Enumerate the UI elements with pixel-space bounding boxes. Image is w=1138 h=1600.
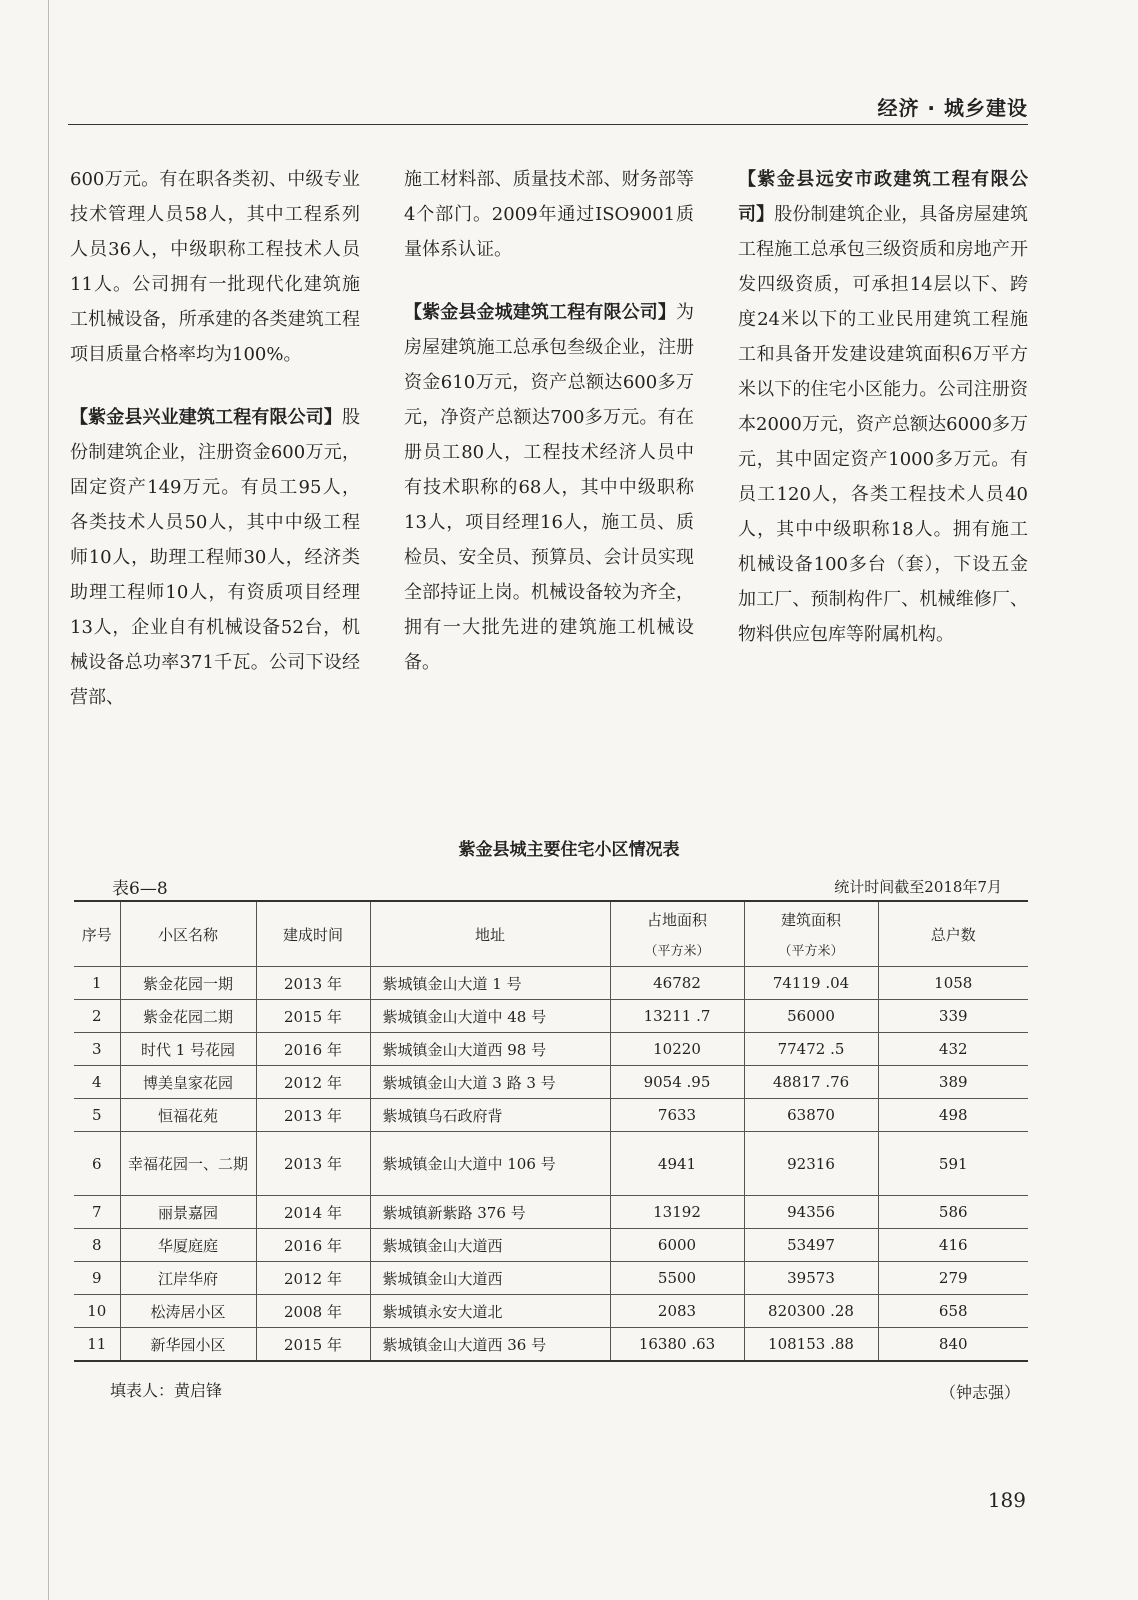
cell-address: 紫城镇乌石政府背 [370,1099,610,1132]
cell-year: 2013 年 [256,1132,370,1196]
header-households: 总户数 [878,901,1028,967]
company-heading: 【紫金县金城建筑工程有限公司】 [404,302,676,323]
paragraph [738,162,1028,652]
header-rule [68,124,1028,125]
cell-year: 2012 年 [256,1262,370,1295]
cell-build-area: 56000 [744,1000,878,1033]
cell-land-area: 13211 .7 [610,1000,744,1033]
company-heading: 【紫金县兴业建筑工程有限公司】 [70,407,342,428]
cell-address: 紫城镇金山大道西 36 号 [370,1328,610,1362]
cell-year: 2008 年 [256,1295,370,1328]
cell-no: 11 [74,1328,120,1362]
cell-build-area: 53497 [744,1229,878,1262]
cell-address: 紫城镇金山大道西 [370,1262,610,1295]
cell-households: 658 [878,1295,1028,1328]
table-header-row [74,901,1028,967]
table-row [74,1132,1028,1196]
paragraph: 施工材料部、质量技术部、财务部等4个部门。2009年通过ISO9001质量体系认证。 [404,169,694,260]
binding-gutter-line [48,0,49,1600]
table-filler: 填表人：黄启锋 [110,1381,223,1400]
cell-land-area: 9054 .95 [610,1066,744,1099]
table-row [74,1229,1028,1262]
cell-households: 1058 [878,967,1028,1000]
cell-name: 恒福花苑 [120,1099,256,1132]
cell-name: 时代 1 号花园 [120,1033,256,1066]
table-row [74,967,1028,1000]
cell-build-area: 77472 .5 [744,1033,878,1066]
header-no: 序号 [74,901,120,967]
cell-address: 紫城镇永安大道北 [370,1295,610,1328]
cell-year: 2015 年 [256,1000,370,1033]
cell-no: 4 [74,1066,120,1099]
text-column-3 [738,162,1028,680]
cell-no: 5 [74,1099,120,1132]
cell-no: 8 [74,1229,120,1262]
paragraph [404,295,694,680]
cell-name: 新华园小区 [120,1328,256,1362]
text-column-1 [70,162,360,743]
residential-table [74,900,1028,1362]
cell-address: 紫城镇金山大道西 98 号 [370,1033,610,1066]
cell-address: 紫城镇新紫路 376 号 [370,1196,610,1229]
cell-households: 389 [878,1066,1028,1099]
cell-households: 279 [878,1262,1028,1295]
cell-name: 紫金花园一期 [120,967,256,1000]
paragraph-body: 股份制建筑企业，具备房屋建筑工程施工总承包三级资质和房地产开发四级资质，可承担14层以下、跨度24米以下的工业民用建筑工程施工和具备开发建设建筑面积6万平方米以下的住宅小区能力。公司注册资本2000万元，资产总额达6000多万元，其中固定资产1000多万元。有员工120人，各类工程技术人员40人，其中中级职称18人。拥有施工机械设备100多台（套），下设五金加工厂、预制构件厂、机械维修厂、物料供应包库等附属机构。 [738,204,1029,645]
header-build-area: 建筑面积 （平方米） [744,901,878,967]
cell-address: 紫城镇金山大道中 106 号 [370,1132,610,1196]
cell-address: 紫城镇金山大道 3 路 3 号 [370,1066,610,1099]
cell-land-area: 46782 [610,967,744,1000]
table-row [74,1066,1028,1099]
cell-year: 2014 年 [256,1196,370,1229]
cell-land-area: 13192 [610,1196,744,1229]
header-year: 建成时间 [256,901,370,967]
cell-land-area: 16380 .63 [610,1328,744,1362]
company-heading: 【紫金县远安市政建筑工程有限公司】 [738,169,1028,225]
table-date-note: 统计时间截至2018年7月 [834,878,1002,896]
cell-year: 2015 年 [256,1328,370,1362]
text-column-2 [404,162,694,708]
cell-name: 江岸华府 [120,1262,256,1295]
page-number: 189 [987,1488,1026,1512]
cell-build-area: 92316 [744,1132,878,1196]
cell-build-area: 63870 [744,1099,878,1132]
cell-households: 498 [878,1099,1028,1132]
cell-land-area: 7633 [610,1099,744,1132]
paragraph [70,400,360,715]
cell-build-area: 108153 .88 [744,1328,878,1362]
table-row [74,1262,1028,1295]
cell-year: 2013 年 [256,1099,370,1132]
cell-build-area: 820300 .28 [744,1295,878,1328]
cell-build-area: 74119 .04 [744,967,878,1000]
cell-land-area: 5500 [610,1262,744,1295]
cell-name: 松涛居小区 [120,1295,256,1328]
cell-land-area: 6000 [610,1229,744,1262]
paragraph-body: 股份制建筑企业，注册资金600万元，固定资产149万元。有员工95人，各类技术人员50人，其中中级工程师10人，助理工程师30人，经济类助理工程师10人，有资质项目经理13人，企业自有机械设备52台，机械设备总功率371千瓦。公司下设经营部、 [70,407,360,708]
table-row [74,1000,1028,1033]
cell-land-area: 4941 [610,1132,744,1196]
cell-households: 591 [878,1132,1028,1196]
cell-no: 3 [74,1033,120,1066]
cell-name: 幸福花园一、二期 [120,1132,256,1196]
cell-households: 840 [878,1328,1028,1362]
paragraph-body: 为房屋建筑施工总承包叁级企业，注册资金610万元，资产总额达600多万元，净资产总额达700多万元。有在册员工80人，工程技术经济人员中有技术职称的68人，其中中级职称13人，项目经理16人，施工员、质检员、安全员、预算员、会计员实现全部持证上岗。机械设备较为齐全，拥有一大批先进的建筑施工机械设备。 [404,302,694,673]
table-row [74,1099,1028,1132]
cell-name: 博美皇家花园 [120,1066,256,1099]
header-address: 地址 [370,901,610,967]
cell-no: 1 [74,967,120,1000]
cell-no: 6 [74,1132,120,1196]
cell-households: 432 [878,1033,1028,1066]
cell-no: 10 [74,1295,120,1328]
cell-address: 紫城镇金山大道 1 号 [370,967,610,1000]
cell-households: 339 [878,1000,1028,1033]
cell-year: 2016 年 [256,1229,370,1262]
cell-households: 416 [878,1229,1028,1262]
table-row [74,1328,1028,1362]
cell-no: 7 [74,1196,120,1229]
section-header: 经济 · 城乡建设 [877,96,1028,120]
cell-name: 丽景嘉园 [120,1196,256,1229]
table-row [74,1033,1028,1066]
cell-build-area: 39573 [744,1262,878,1295]
header-name: 小区名称 [120,901,256,967]
author-credit: （钟志强） [939,1383,1020,1402]
cell-name: 华厦庭庭 [120,1229,256,1262]
header-land-area: 占地面积 （平方米） [610,901,744,967]
cell-land-area: 2083 [610,1295,744,1328]
cell-no: 2 [74,1000,120,1033]
paragraph: 600万元。有在职各类初、中级专业技术管理人员58人，其中工程系列人员36人，中级职称工程技术人员11人。公司拥有一批现代化建筑施工机械设备，所承建的各类建筑工程项目质量合格率均为100%。 [70,169,360,365]
cell-year: 2013 年 [256,967,370,1000]
table-row [74,1196,1028,1229]
cell-households: 586 [878,1196,1028,1229]
cell-build-area: 48817 .76 [744,1066,878,1099]
cell-year: 2016 年 [256,1033,370,1066]
cell-no: 9 [74,1262,120,1295]
table-title: 紫金县城主要住宅小区情况表 [458,840,680,860]
cell-address: 紫城镇金山大道中 48 号 [370,1000,610,1033]
cell-name: 紫金花园二期 [120,1000,256,1033]
table-row [74,1295,1028,1328]
cell-address: 紫城镇金山大道西 [370,1229,610,1262]
cell-year: 2012 年 [256,1066,370,1099]
cell-land-area: 10220 [610,1033,744,1066]
table-number: 表6—8 [112,879,168,899]
cell-build-area: 94356 [744,1196,878,1229]
